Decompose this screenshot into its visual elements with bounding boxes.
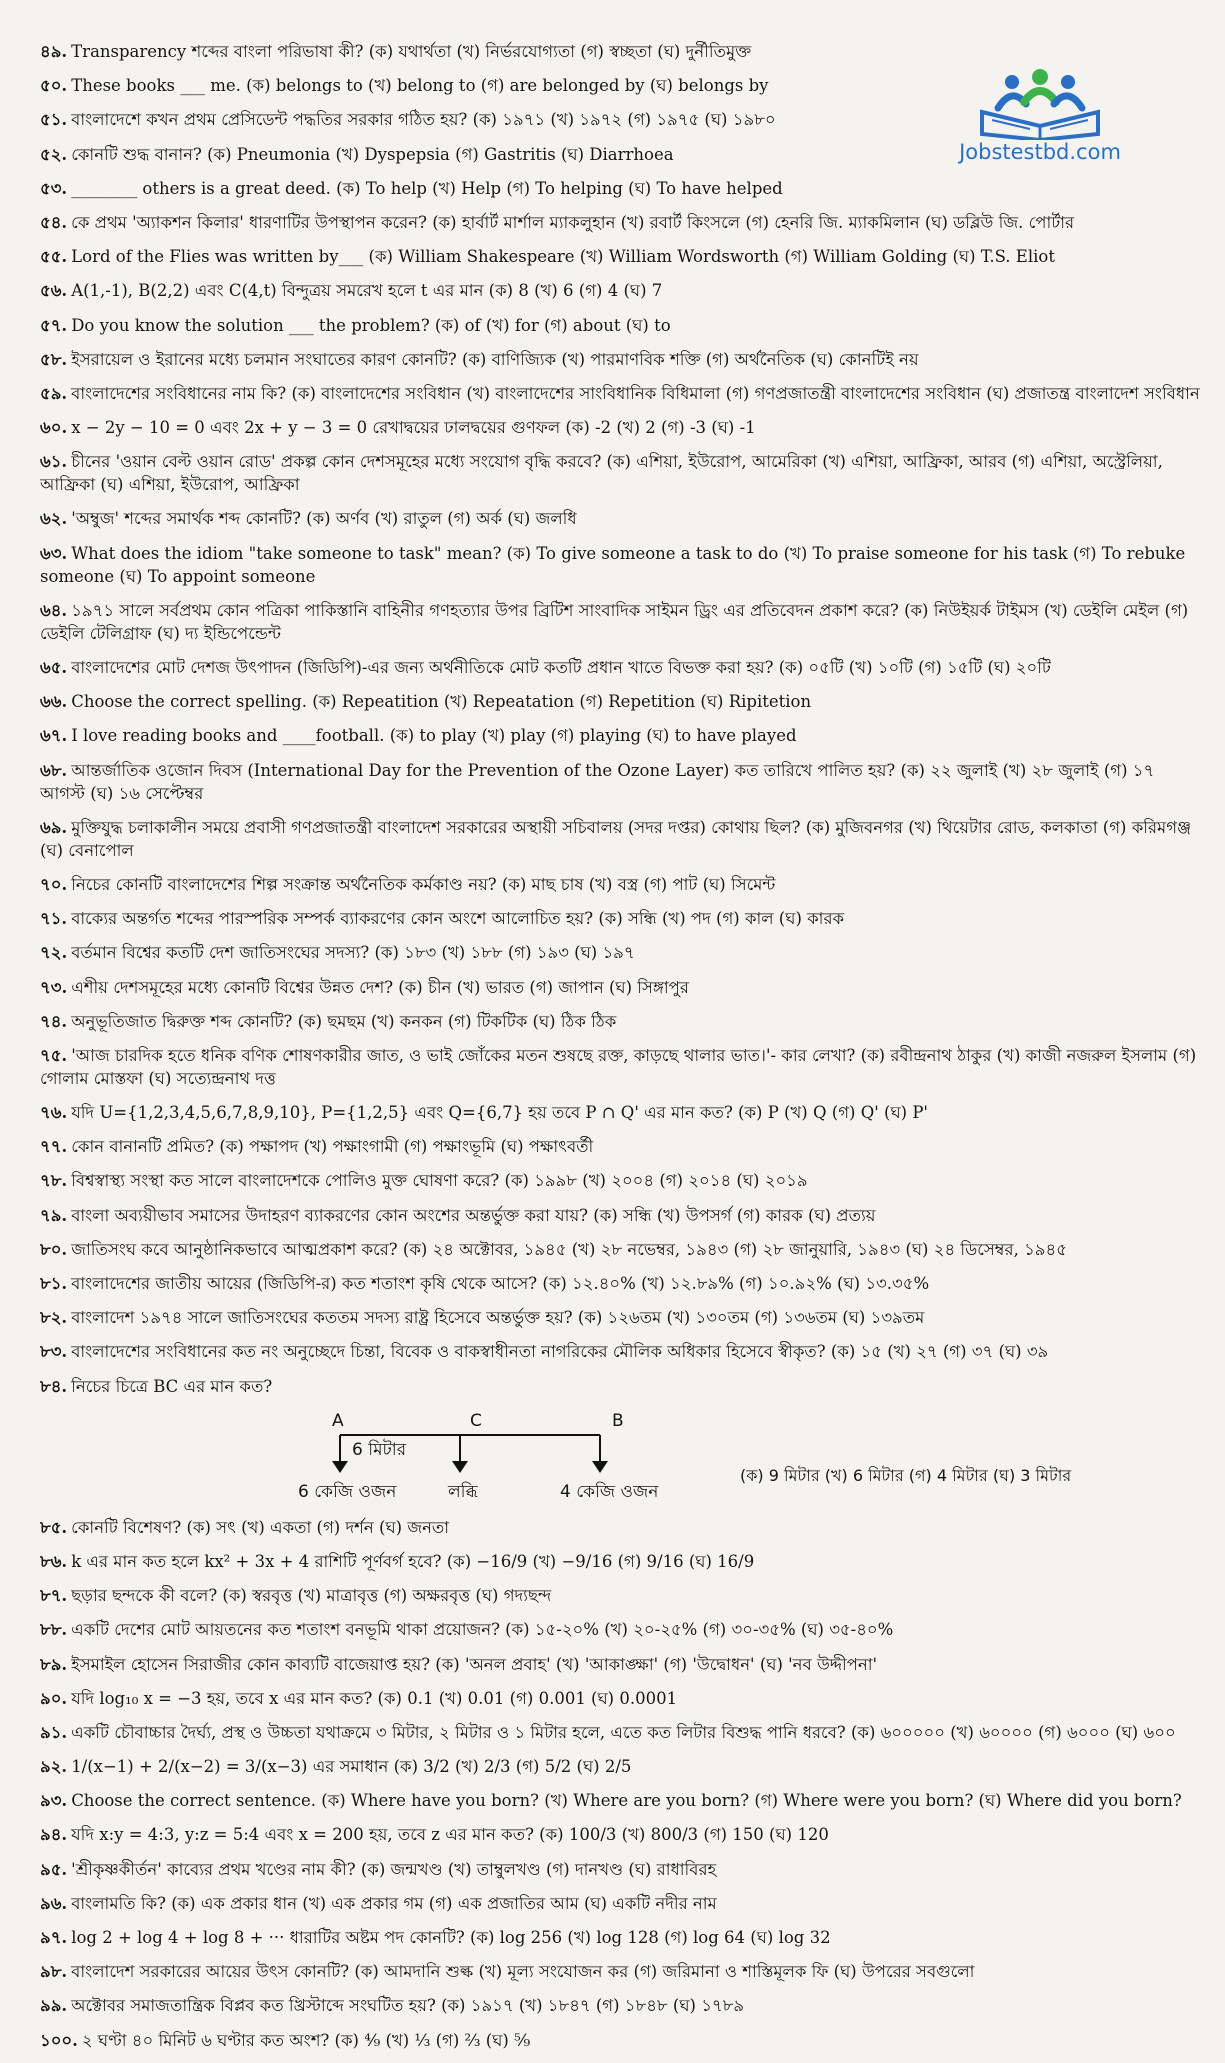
question-text: k এর মান কত হলে kx² + 3x + 4 রাশিটি পূর্ণবর্গ হবে? (ক) −16/9 (খ) −9/16 (গ) 9/16 (ঘ) 16/9 [71,1551,755,1571]
question-item [40,759,1200,805]
question-item [40,74,1200,97]
question-text: জাতিসংঘ কবে আনুষ্ঠানিকভাবে আত্মপ্রকাশ করে? (ক) ২৪ অক্টোবর, ১৯৪৫ (খ) ২৮ নভেম্বর, ১৯৪৩ (গ) ২৮ জানুয়ারি, ১৯৪৩ (ঘ) ২৪ ডিসেম্বর, ১৯৪৫ [71,1239,1067,1259]
question-item [40,1169,1200,1192]
question-list [40,40,1200,2063]
question-number: ৯৮. [40,1962,68,1982]
question-item [40,1204,1200,1227]
question-text: বাংলামতি কি? (ক) এক প্রকার ধান (খ) এক প্রকার গম (গ) এক প্রজাতির আম (ঘ) একটি নদীর নাম [71,1893,717,1913]
question-text: 'আজ চারদিক হতে ধনিক বণিক শোষণকারীর জাত, ও ভাই জোঁকের মতন শুষছে রক্ত, কাড়ছে থালার ভাত।'- কার লেখা? (ক) রবীন্দ্রনাথ ঠাকুর (খ) কাজী নজরুল ইসলাম (গ) গোলাম মোস্তফা (ঘ) সত্যেন্দ্রনাথ দত্ত [40,1045,1197,1088]
question-text: বর্তমান বিশ্বের কতটি দেশ জাতিসংঘের সদস্য? (ক) ১৮৩ (খ) ১৮৮ (গ) ১৯৩ (ঘ) ১৯৭ [71,943,635,963]
question-item [40,348,1200,371]
question-item [40,1994,1200,2017]
question-number: ৯০. [40,1688,68,1708]
question-number: ৬১. [40,452,68,472]
question-number: ৭৭. [40,1137,68,1157]
question-text: Choose the correct spelling. (ক) Repeatition (খ) Repeatation (গ) Repetition (ঘ) Ripitetion [71,692,812,712]
question-item [40,1755,1200,1778]
question-item [40,656,1200,679]
diagram-options: (ক) 9 মিটার (খ) 6 মিটার (গ) 4 মিটার (ঘ) 3 মিটার [740,1465,1072,1485]
question-item [40,1238,1200,1261]
distance-label: 6 মিটার [352,1439,407,1460]
question-number: ৭৬. [40,1103,68,1123]
question-text: কোনটি শুদ্ধ বানান? (ক) Pneumonia (খ) Dyspepsia (গ) Gastritis (ঘ) Diarrhoea [71,144,674,164]
question-text: ১৯৭১ সালে সর্বপ্রথম কোন পত্রিকা পাকিস্তানি বাহিনীর গণহত্যার উপর ব্রিটিশ সাংবাদিক সাইমন ড্রিং এর প্রতিবেদন প্রকাশ করে? (ক) নিউইয়র্ক টাইমস (খ) ডেইলি মেইল (গ) ডেইলি টেলিগ্রাফ (ঘ) দ্য ইন্ডিপেন্ডেন্ট [40,600,1189,643]
question-text: x − 2y − 10 = 0 এবং 2x + y − 3 = 0 রেখাদ্বয়ের ঢালদ্বয়ের গুণফল (ক) -2 (খ) 2 (গ) -3 (ঘ) -1 [71,418,756,438]
question-item [40,1960,1200,1983]
question-number: ৫১. [40,110,68,130]
question-item [40,542,1200,588]
question-item [40,1892,1200,1915]
question-number: ৭১. [40,909,68,929]
question-number: ৫৫. [40,247,68,267]
question-text: যদি x:y = 4:3, y:z = 5:4 এবং x = 200 হয়, তবে z এর মান কত? (ক) 100/3 (খ) 800/3 (গ) 150 (ঘ) 120 [71,1825,829,1845]
question-text: Do you know the solution ___ the problem? (ক) of (খ) for (গ) about (ঘ) to [71,315,671,335]
question-text: What does the idiom "take someone to task" mean? (ক) To give someone a task to do (খ) To praise someone for his task (গ) To rebuke someone (ঘ) To appoint someone [40,543,1186,586]
question-text: বাক্যের অন্তর্গত শব্দের পারস্পরিক সম্পর্ক ব্যাকরণের কোন অংশে আলোচিত হয়? (ক) সন্ধি (খ) পদ (গ) কাল (ঘ) কারক [71,909,845,929]
question-item [40,211,1200,234]
point-a-label: A [332,1410,344,1431]
question-text: বাংলাদেশ সরকারের আয়ের উৎস কোনটি? (ক) আমদানি শুল্ক (খ) মূল্য সংযোজন কর (গ) জরিমানা ও শাস্তিমূলক ফি (ঘ) উপরের সবগুলো [71,1962,975,1982]
question-number: ৬৫. [40,658,68,677]
question-text: মুক্তিযুদ্ধ চলাকালীন সময়ে প্রবাসী গণপ্রজাতন্ত্রী বাংলাদেশ সরকারের অস্থায়ী সচিবালয় (সদর দপ্তর) কোথায় ছিল? (ক) মুজিবনগর (খ) থিয়েটার রোড, কলকাতা (গ) করিমগঞ্জ (ঘ) বেনাপোল [40,817,1192,860]
question-text: বাংলাদেশের সংবিধানের নাম কি? (ক) বাংলাদেশের সংবিধান (খ) বাংলাদেশের সাংবিধানিক বিধিমালা (গ) গণপ্রজাতন্ত্রী বাংলাদেশের সংবিধান (ঘ) প্রজাতন্ত্র বাংলাদেশ সংবিধান [71,383,1200,403]
question-text: এশীয় দেশসমূহের মধ্যে কোনটি বিশ্বের উন্নত দেশ? (ক) চীন (খ) ভারত (গ) জাপান (ঘ) সিঙ্গাপুর [71,977,689,997]
question-number: ৬৬. [40,692,68,712]
question-item [40,1272,1200,1295]
question-item [40,1550,1200,1573]
question-number: ৬০. [40,418,68,438]
question-item [40,816,1200,862]
question-text: ইসমাইল হোসেন সিরাজীর কোন কাব্যটি বাজেয়াপ্ত হয়? (ক) 'অনল প্রবাহ' (খ) 'আকাঙ্ক্ষা' (গ) 'উদ্বোধন' (ঘ) 'নব উদ্দীপনা' [71,1654,878,1674]
question-item [40,1926,1200,1949]
question-item [40,416,1200,439]
question-text: বাংলাদেশে কখন প্রথম প্রেসিডেন্ট পদ্ধতির সরকার গঠিত হয়? (ক) ১৯৭১ (খ) ১৯৭২ (গ) ১৯৭৫ (ঘ) ১৯৮০ [71,110,776,130]
question-text: log 2 + log 4 + log 8 + ··· ধারাটির অষ্টম পদ কোনটি? (ক) log 256 (খ) log 128 (গ) log 64 (ঘ) log 32 [71,1928,831,1947]
question-number: ৪৯. [40,42,68,61]
question-number: ৮০. [40,1239,68,1259]
question-text: বাংলাদেশ ১৯৭৪ সালে জাতিসংঘের কততম সদস্য রাষ্ট্র হিসেবে অন্তর্ভুক্ত হয়? (ক) ১২৬তম (খ) ১৩০তম (গ) ১৩৬তম (ঘ) ১৩৯তম [71,1308,925,1328]
question-number: ৭২. [40,943,68,963]
question-item [40,279,1200,302]
question-number: ৯৩. [40,1791,68,1811]
question-item [40,976,1200,999]
question-item [40,941,1200,964]
question-item [40,143,1200,166]
question-number: ৫৪. [40,212,68,232]
question-number: ৯১. [40,1722,68,1742]
question-item [40,177,1200,200]
question-text: অনুভূতিজাত দ্বিরুক্ত শব্দ কোনটি? (ক) ছমছম (খ) কনকন (গ) টিকটিক (ঘ) ঠিক ঠিক [71,1011,617,1031]
question-text: ইসরায়েল ও ইরানের মধ্যে চলমান সংঘাতের কারণ কোনটি? (ক) বাণিজ্যিক (খ) পারমাণবিক শক্তি (গ) অর্থনৈতিক (ঘ) কোনটিই নয় [71,349,919,369]
question-text: These books ___ me. (ক) belongs to (খ) belong to (গ) are belonged by (ঘ) belongs by [71,76,769,96]
question-text: চীনের 'ওয়ান বেল্ট ওয়ান রোড' প্রকল্প কোন দেশসমূহের মধ্যে সংযোগ বৃদ্ধি করবে? (ক) এশিয়া, ইউরোপ, আমেরিকা (খ) এশিয়া, আফ্রিকা, আরব (গ) এশিয়া, অস্ট্রেলিয়া, আফ্রিকা (ঘ) এশিয়া, ইউরোপ, আফ্রিকা [40,452,1163,495]
question-text: 1/(x−1) + 2/(x−2) = 3/(x−3) এর সমাধান (ক) 3/2 (খ) 2/3 (গ) 5/2 (ঘ) 2/5 [71,1757,632,1777]
question-item [40,1858,1200,1881]
question-number: ৮২. [40,1308,68,1328]
point-b-label: B [612,1410,624,1431]
question-number: ৫৮. [40,349,68,369]
question-number: ৫২. [40,144,68,164]
question-number: ৬৭. [40,726,68,746]
question-text: ছড়ার ছন্দকে কী বলে? (ক) স্বরবৃত্ত (খ) মাত্রাবৃত্ত (গ) অক্ষরবৃত্ত (ঘ) গদ্যছন্দ [71,1586,552,1606]
question-item [40,1721,1200,1744]
fulcrum-label: লব্ধি [448,1481,478,1502]
question-text: কোন বানানটি প্রমিত? (ক) পক্ষাপদ (খ) পক্ষাংগামী (গ) পক্ষাংভূমি (ঘ) পক্ষাৎবর্তী [71,1137,594,1157]
question-number: ৭৮. [40,1171,68,1191]
question-item [40,1618,1200,1641]
question-item [40,1101,1200,1124]
question-number: ৮৭. [40,1586,68,1606]
question-number: ৯৬. [40,1893,68,1913]
question-number: ৬৯. [40,817,68,837]
question-item [40,2029,1200,2052]
question-item [40,599,1200,645]
question-text: বিশ্বস্বাস্থ্য সংস্থা কত সালে বাংলাদেশকে পোলিও মুক্ত ঘোষণা করে? (ক) ১৯৯৮ (খ) ২০০৪ (গ) ২০১৪ (ঘ) ২০১৯ [71,1171,808,1191]
question-text: বাংলাদেশের সংবিধানের কত নং অনুচ্ছেদে চিন্তা, বিবেক ও বাকস্বাধীনতা নাগরিকের মৌলিক অধিকার হিসেবে স্বীকৃত? (ক) ১৫ (খ) ২৭ (গ) ৩৭ (ঘ) ৩৯ [71,1342,1049,1362]
question-text: ________ others is a great deed. (ক) To help (খ) Help (গ) To helping (ঘ) To have helped [71,178,783,198]
question-item [40,1653,1200,1676]
question-item [40,1010,1200,1033]
logo-text: Jobstestbd.com [959,140,1121,164]
question-number: ৭৪. [40,1011,68,1031]
question-item [40,1516,1200,1539]
question-number: ৭০. [40,874,68,894]
question-number: ৮৯. [40,1654,68,1674]
question-item [40,1584,1200,1607]
question-item [40,108,1200,131]
question-number: ৬৮. [40,760,68,780]
question-number: ৮৬. [40,1551,68,1571]
question-item [40,40,1200,63]
question-number: ৫৩. [40,178,68,198]
question-text: আন্তর্জাতিক ওজোন দিবস (International Day for the Prevention of the Ozone Layer) কত তারিখে পালিত হয়? (ক) ২২ জুলাই (খ) ২৮ জুলাই (গ) ১৭ আগস্ট (ঘ) ১৬ সেপ্টেম্বর [40,760,1155,803]
question-text: I love reading books and ____football. (ক) to play (খ) play (গ) playing (ঘ) to have played [71,726,797,746]
question-item [40,507,1200,530]
question-item [40,1340,1200,1363]
question-item [40,1375,1200,1398]
question-number: ৬২. [40,509,68,529]
question-number: ৮১. [40,1274,68,1293]
question-text: নিচের কোনটি বাংলাদেশের শিল্প সংক্রান্ত অর্থনৈতিক কর্মকাণ্ড নয়? (ক) মাছ চাষ (খ) বস্ত্র (গ) পাট (ঘ) সিমেন্ট [71,874,776,894]
question-number: ৬৪. [40,600,68,620]
lever-diagram [40,1409,1200,1505]
question-number: ৮৪. [40,1376,68,1396]
question-number: ৯২. [40,1757,68,1777]
question-text: বাংলাদেশের মোট দেশজ উৎপাদন (জিডিপি)-এর জন্য অর্থনীতিকে মোট কতটি প্রধান খাতে বিভক্ত করা হয়? (ক) ০৫টি (খ) ১০টি (গ) ১৫টি (ঘ) ২০টি [71,658,1051,677]
question-text: ২ ঘণ্টা ৪০ মিনিট ৬ ঘণ্টার কত অংশ? (ক) ⁴⁄₉ (খ) ¹⁄₃ (গ) ²⁄₃ (ঘ) ⁵⁄₉ [81,2030,531,2050]
question-text: একটি চৌবাচ্চার দৈর্ঘ্য, প্রস্থ ও উচ্চতা যথাক্রমে ৩ মিটার, ২ মিটার ও ১ মিটার হলে, এতে কত লিটার বিশুদ্ধ পানি ধরবে? (ক) ৬০০০০০ (খ) ৬০০০০ (গ) ৬০০০ (ঘ) ৬০০ [71,1722,1176,1742]
question-item [40,245,1200,268]
question-number: ৫৬. [40,281,68,301]
question-text: নিচের চিত্রে BC এর মান কত? [71,1376,273,1396]
question-item [40,314,1200,337]
question-number: ৫৯. [40,383,68,403]
question-item [40,1306,1200,1329]
question-number: ৯৯. [40,1996,68,2016]
question-item [40,1823,1200,1846]
question-text: কোনটি বিশেষণ? (ক) সৎ (খ) একতা (গ) দর্শন (ঘ) জনতা [71,1517,450,1537]
question-text: একটি দেশের মোট আয়তনের কত শতাংশ বনভূমি থাকা প্রয়োজন? (ক) ১৫-২০% (খ) ২০-২৫% (গ) ৩০-৩৫% (ঘ) ৩৫-৪০% [71,1620,894,1640]
question-text: Transparency শব্দের বাংলা পরিভাষা কী? (ক) যথার্থতা (খ) নির্ভরযোগ্যতা (গ) স্বচ্ছতা (ঘ) দুর্নীতিমুক্ত [71,42,752,61]
question-number: ৬৩. [40,543,68,563]
question-item [40,1044,1200,1090]
question-text: বাংলাদেশের জাতীয় আয়ের (জিডিপি-র) কত শতাংশ কৃষি থেকে আসে? (ক) ১২.৪০% (খ) ১২.৮৯% (গ) ১০.৯২% (ঘ) ১৩.৩৫% [71,1274,930,1293]
question-text: কে প্রথম 'অ্যাকশন কিলার' ধারণাটির উপস্থাপন করেন? (ক) হার্বার্ট মার্শাল ম্যাকলুহান (খ) রবার্ট কিংসলে (গ) হেনরি জি. ম্যাকমিলান (ঘ) ডব্লিউ জি. পোর্টার [71,212,1075,232]
question-text: বাংলা অব্যয়ীভাব সমাসের উদাহরণ ব্যাকরণের কোন অংশের অন্তর্ভুক্ত করা যায়? (ক) সন্ধি (খ) উপসর্গ (গ) কারক (ঘ) প্রত্যয় [71,1205,876,1225]
question-item [40,1687,1200,1710]
question-item [40,1135,1200,1158]
question-text: Lord of the Flies was written by___ (ক) William Shakespeare (খ) William Wordsworth (গ) William Golding (ঘ) T.S. Eliot [71,247,1055,267]
question-number: ৭৩. [40,977,68,997]
question-text: 'শ্রীকৃষ্ণকীর্তন' কাব্যের প্রথম খণ্ডের নাম কী? (ক) জন্মখণ্ড (খ) তাম্বুলখণ্ড (গ) দানখণ্ড (ঘ) রাধাবিরহ [71,1859,717,1879]
question-number: ১০০. [40,2030,78,2050]
question-item [40,382,1200,405]
question-text: A(1,-1), B(2,2) এবং C(4,t) বিন্দুত্রয় সমরেখ হলে t এর মান (ক) 8 (খ) 6 (গ) 4 (ঘ) 7 [71,281,663,301]
question-item [40,724,1200,747]
question-text: যদি log₁₀ x = −3 হয়, তবে x এর মান কত? (ক) 0.1 (খ) 0.01 (গ) 0.001 (ঘ) 0.0001 [71,1688,678,1708]
question-text: Choose the correct sentence. (ক) Where have you born? (খ) Where are you born? (গ) Where were you born? (ঘ) Where did you born? [71,1791,1182,1811]
question-item [40,450,1200,496]
question-item [40,907,1200,930]
weight-right-label: 4 কেজি ওজন [560,1481,659,1502]
weight-left-label: 6 কেজি ওজন [298,1481,397,1502]
question-number: ৮৫. [40,1517,68,1537]
question-number: ৮৮. [40,1620,68,1640]
point-c-label: C [470,1410,482,1431]
question-text: যদি U={1,2,3,4,5,6,7,8,9,10}, P={1,2,5} এবং Q={6,7} হয় তবে P ∩ Q' এর মান কত? (ক) P (খ) Q (গ) Q' (ঘ) P' [71,1103,928,1123]
question-number: ৯৪. [40,1825,68,1845]
question-text: 'অম্বুজ' শব্দের সমার্থক শব্দ কোনটি? (ক) অর্ণব (খ) রাতুল (গ) অর্ক (ঘ) জলধি [71,509,577,529]
question-number: ৫০. [40,76,68,96]
question-number: ৯৭. [40,1928,68,1947]
question-number: ৮৩. [40,1342,68,1362]
question-number: ৭৯. [40,1205,68,1225]
question-number: ৭৫. [40,1045,68,1065]
question-item [40,690,1200,713]
question-text: অক্টোবর সমাজতান্ত্রিক বিপ্লব কত খ্রিস্টাব্দে সংঘটিত হয়? (ক) ১৯১৭ (খ) ১৮৪৭ (গ) ১৮৪৮ (ঘ) ১৭৮৯ [71,1996,745,2016]
question-number: ৯৫. [40,1859,68,1879]
question-number: ৫৭. [40,315,68,335]
question-item [40,873,1200,896]
question-item [40,1789,1200,1812]
